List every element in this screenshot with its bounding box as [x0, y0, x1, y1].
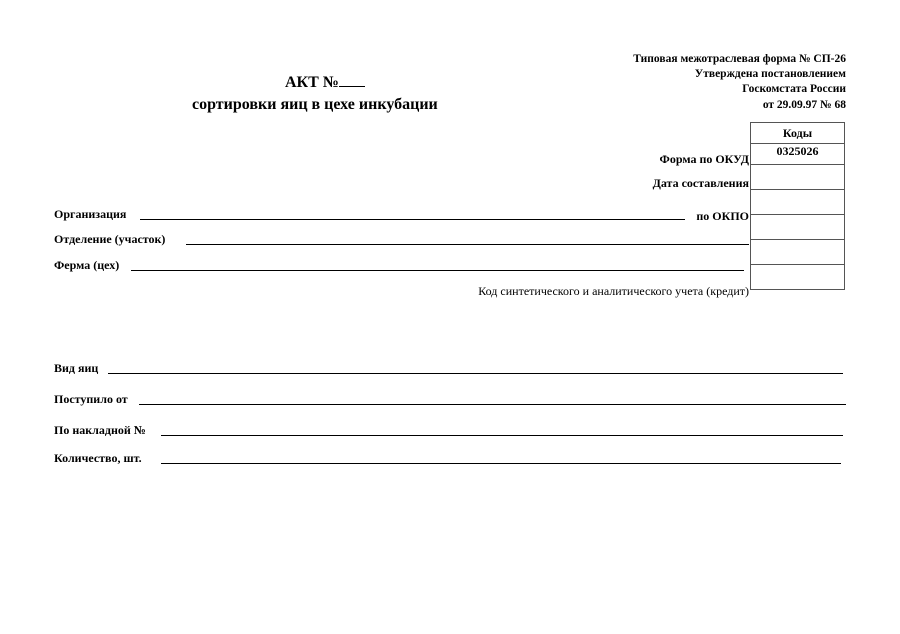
date-label: Дата составления — [652, 176, 749, 190]
approval-line: Утверждена постановлением — [694, 68, 846, 80]
okud-code-cell[interactable]: 0325026 — [751, 144, 845, 165]
invoice-label: По накладной № — [54, 423, 146, 437]
organization-field[interactable] — [140, 219, 685, 220]
invoice-field[interactable] — [161, 435, 843, 436]
received-from-field[interactable] — [139, 404, 846, 405]
act-subtitle: сортировки яиц в цехе инкубации — [192, 96, 438, 113]
quantity-field[interactable] — [161, 463, 841, 464]
department-label: Отделение (участок) — [54, 232, 166, 246]
okpo-code-cell[interactable] — [751, 190, 845, 215]
received-from-label: Поступило от — [54, 392, 128, 406]
account-label: Код синтетического и аналитического учета (кредит) — [478, 284, 749, 298]
okud-label: Форма по ОКУД — [659, 152, 749, 166]
egg-type-field[interactable] — [108, 373, 843, 374]
act-number-field[interactable] — [339, 72, 365, 87]
egg-type-label: Вид яиц — [54, 361, 99, 375]
department-field[interactable] — [186, 244, 749, 245]
quantity-label: Количество, шт. — [54, 451, 142, 465]
act-title — [285, 72, 365, 92]
farm-label: Ферма (цех) — [54, 258, 120, 272]
approval-date: от 29.09.97 № 68 — [762, 99, 846, 111]
form-type-header: Типовая межотраслевая форма № СП-26 — [633, 53, 846, 65]
farm-field[interactable] — [131, 270, 744, 271]
okpo-label: по ОКПО — [696, 209, 749, 223]
codes-header: Коды — [751, 123, 845, 144]
account-code-cell[interactable] — [751, 265, 845, 290]
date-code-cell[interactable] — [751, 165, 845, 190]
approval-authority: Госкомстата России — [742, 83, 846, 95]
department-code-cell[interactable] — [751, 215, 845, 240]
act-number-label: АКТ № — [285, 74, 339, 91]
farm-code-cell[interactable] — [751, 240, 845, 265]
codes-table — [750, 122, 845, 290]
organization-label: Организация — [54, 207, 127, 221]
